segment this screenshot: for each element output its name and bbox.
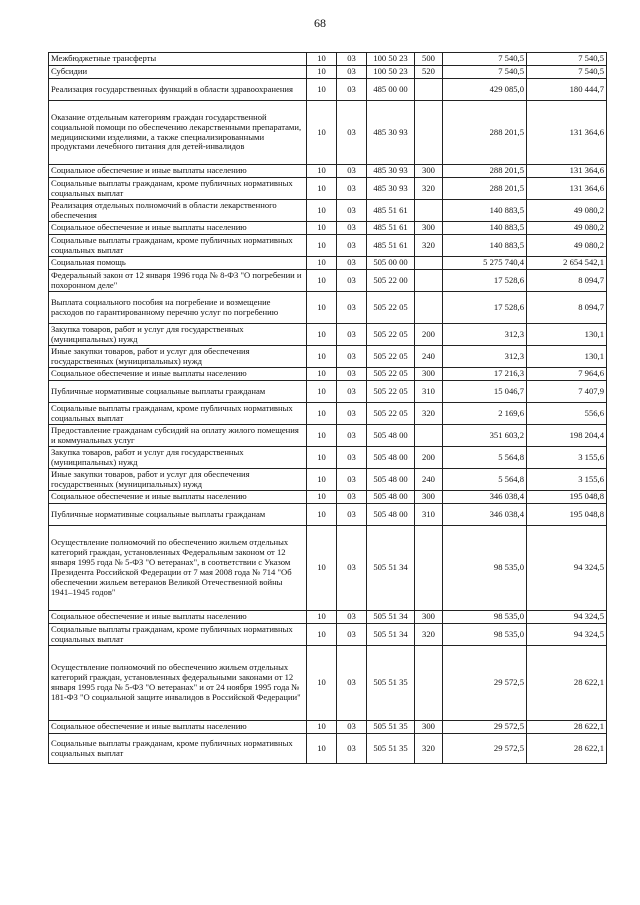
row-amount-2-cell: 130,1 xyxy=(527,346,607,368)
table-row xyxy=(49,235,607,257)
row-amount-1-cell: 5 564,8 xyxy=(443,447,527,469)
row-subsection-cell: 03 xyxy=(337,346,367,368)
row-section-cell: 10 xyxy=(307,447,337,469)
table-row xyxy=(49,270,607,292)
budget-table-body xyxy=(49,53,607,764)
row-target-code-cell: 505 22 05 xyxy=(367,346,415,368)
table-row xyxy=(49,447,607,469)
table-row xyxy=(49,101,607,165)
row-amount-1-cell: 140 883,5 xyxy=(443,200,527,222)
row-expense-type-cell xyxy=(415,292,443,324)
row-amount-1-cell: 288 201,5 xyxy=(443,165,527,178)
table-row xyxy=(49,79,607,101)
row-amount-2-cell: 94 324,5 xyxy=(527,611,607,624)
row-expense-type-cell: 300 xyxy=(415,721,443,734)
row-amount-2-cell: 28 622,1 xyxy=(527,721,607,734)
table-row xyxy=(49,292,607,324)
row-target-code-cell: 505 22 05 xyxy=(367,368,415,381)
row-target-code-cell: 485 30 93 xyxy=(367,165,415,178)
row-amount-1-cell: 346 038,4 xyxy=(443,504,527,526)
row-expense-type-cell: 320 xyxy=(415,624,443,646)
table-row xyxy=(49,66,607,79)
table-row xyxy=(49,469,607,491)
row-expense-type-cell: 320 xyxy=(415,403,443,425)
row-amount-2-cell: 131 364,6 xyxy=(527,165,607,178)
row-name-cell: Социальное обеспечение и иные выплаты населению xyxy=(49,611,307,624)
row-amount-2-cell: 8 094,7 xyxy=(527,292,607,324)
row-section-cell: 10 xyxy=(307,346,337,368)
row-name-cell: Социальные выплаты гражданам, кроме публичных нормативных социальных выплат xyxy=(49,178,307,200)
row-amount-2-cell: 28 622,1 xyxy=(527,734,607,764)
row-subsection-cell: 03 xyxy=(337,270,367,292)
row-name-cell: Реализация государственных функций в области здравоохранения xyxy=(49,79,307,101)
row-amount-1-cell: 98 535,0 xyxy=(443,526,527,611)
row-section-cell: 10 xyxy=(307,292,337,324)
row-target-code-cell: 505 51 34 xyxy=(367,611,415,624)
row-amount-2-cell: 556,6 xyxy=(527,403,607,425)
row-expense-type-cell xyxy=(415,646,443,721)
row-subsection-cell: 03 xyxy=(337,611,367,624)
row-section-cell: 10 xyxy=(307,611,337,624)
row-target-code-cell: 100 50 23 xyxy=(367,66,415,79)
row-amount-1-cell: 7 540,5 xyxy=(443,66,527,79)
row-subsection-cell: 03 xyxy=(337,165,367,178)
row-target-code-cell: 505 48 00 xyxy=(367,447,415,469)
row-amount-1-cell: 98 535,0 xyxy=(443,611,527,624)
row-amount-1-cell: 346 038,4 xyxy=(443,491,527,504)
row-name-cell: Социальное обеспечение и иные выплаты населению xyxy=(49,165,307,178)
table-row xyxy=(49,346,607,368)
row-target-code-cell: 505 48 00 xyxy=(367,469,415,491)
table-row xyxy=(49,324,607,346)
row-amount-2-cell: 7 407,9 xyxy=(527,381,607,403)
row-expense-type-cell: 320 xyxy=(415,734,443,764)
row-amount-2-cell: 7 540,5 xyxy=(527,66,607,79)
row-subsection-cell: 03 xyxy=(337,447,367,469)
row-amount-1-cell: 29 572,5 xyxy=(443,646,527,721)
row-subsection-cell: 03 xyxy=(337,526,367,611)
row-amount-1-cell: 140 883,5 xyxy=(443,235,527,257)
row-name-cell: Социальное обеспечение и иные выплаты населению xyxy=(49,368,307,381)
row-section-cell: 10 xyxy=(307,368,337,381)
row-section-cell: 10 xyxy=(307,734,337,764)
row-target-code-cell: 505 22 00 xyxy=(367,270,415,292)
table-row xyxy=(49,257,607,270)
row-name-cell: Выплата социального пособия на погребение и возмещение расходов по гарантированному перечню услуг по погребению xyxy=(49,292,307,324)
row-amount-1-cell: 5 275 740,4 xyxy=(443,257,527,270)
row-target-code-cell: 505 51 35 xyxy=(367,646,415,721)
row-section-cell: 10 xyxy=(307,526,337,611)
row-expense-type-cell: 240 xyxy=(415,346,443,368)
row-amount-2-cell: 195 048,8 xyxy=(527,491,607,504)
row-expense-type-cell: 320 xyxy=(415,178,443,200)
row-amount-1-cell: 5 564,8 xyxy=(443,469,527,491)
row-target-code-cell: 485 30 93 xyxy=(367,101,415,165)
row-name-cell: Публичные нормативные социальные выплаты гражданам xyxy=(49,381,307,403)
row-name-cell: Закупка товаров, работ и услуг для государственных (муниципальных) нужд xyxy=(49,324,307,346)
table-row xyxy=(49,368,607,381)
row-expense-type-cell: 300 xyxy=(415,611,443,624)
row-target-code-cell: 505 22 05 xyxy=(367,324,415,346)
row-subsection-cell: 03 xyxy=(337,101,367,165)
row-subsection-cell: 03 xyxy=(337,491,367,504)
row-amount-1-cell: 98 535,0 xyxy=(443,624,527,646)
row-subsection-cell: 03 xyxy=(337,53,367,66)
row-amount-2-cell: 28 622,1 xyxy=(527,646,607,721)
row-name-cell: Социальное обеспечение и иные выплаты населению xyxy=(49,222,307,235)
table-row xyxy=(49,721,607,734)
row-subsection-cell: 03 xyxy=(337,368,367,381)
row-amount-1-cell: 429 085,0 xyxy=(443,79,527,101)
row-expense-type-cell: 200 xyxy=(415,447,443,469)
row-section-cell: 10 xyxy=(307,469,337,491)
row-expense-type-cell: 500 xyxy=(415,53,443,66)
row-expense-type-cell: 300 xyxy=(415,222,443,235)
row-amount-2-cell: 195 048,8 xyxy=(527,504,607,526)
row-subsection-cell: 03 xyxy=(337,292,367,324)
table-row xyxy=(49,646,607,721)
row-expense-type-cell: 310 xyxy=(415,504,443,526)
row-section-cell: 10 xyxy=(307,646,337,721)
row-subsection-cell: 03 xyxy=(337,624,367,646)
row-section-cell: 10 xyxy=(307,721,337,734)
row-name-cell: Осуществление полномочий по обеспечению жильем отдельных категорий граждан, установленных федеральными законами от 12 января 1995 года № 5-ФЗ "О ветеранах" и от 24 ноября 1995 года № 181-ФЗ "О социальной защите инвалидов в Российской Федерации" xyxy=(49,646,307,721)
row-name-cell: Иные закупки товаров, работ и услуг для обеспечения государственных (муниципальных) нужд xyxy=(49,469,307,491)
row-amount-2-cell: 7 964,6 xyxy=(527,368,607,381)
row-amount-1-cell: 312,3 xyxy=(443,324,527,346)
row-name-cell: Иные закупки товаров, работ и услуг для обеспечения государственных (муниципальных) нужд xyxy=(49,346,307,368)
row-section-cell: 10 xyxy=(307,257,337,270)
row-section-cell: 10 xyxy=(307,66,337,79)
row-subsection-cell: 03 xyxy=(337,178,367,200)
row-amount-1-cell: 312,3 xyxy=(443,346,527,368)
row-name-cell: Реализация отдельных полномочий в области лекарственного обеспечения xyxy=(49,200,307,222)
row-subsection-cell: 03 xyxy=(337,504,367,526)
row-target-code-cell: 485 30 93 xyxy=(367,178,415,200)
row-target-code-cell: 505 22 05 xyxy=(367,381,415,403)
row-name-cell: Социальные выплаты гражданам, кроме публичных нормативных социальных выплат xyxy=(49,235,307,257)
table-row xyxy=(49,165,607,178)
row-target-code-cell: 485 51 61 xyxy=(367,235,415,257)
row-amount-2-cell: 94 324,5 xyxy=(527,526,607,611)
page-number: 68 xyxy=(314,16,326,30)
row-target-code-cell: 505 00 00 xyxy=(367,257,415,270)
row-expense-type-cell: 200 xyxy=(415,324,443,346)
row-expense-type-cell: 240 xyxy=(415,469,443,491)
row-amount-2-cell: 3 155,6 xyxy=(527,469,607,491)
row-amount-2-cell: 180 444,7 xyxy=(527,79,607,101)
row-amount-2-cell: 49 080,2 xyxy=(527,200,607,222)
row-expense-type-cell xyxy=(415,200,443,222)
row-target-code-cell: 505 51 35 xyxy=(367,721,415,734)
row-name-cell: Федеральный закон от 12 января 1996 года № 8-ФЗ "О погребении и похоронном деле" xyxy=(49,270,307,292)
row-name-cell: Оказание отдельным категориям граждан государственной социальной помощи по обеспечению лекарственными препаратами, медицинскими изделиями, а также специализированными продуктами лечебного питания для детей-инвалидов xyxy=(49,101,307,165)
row-amount-2-cell: 49 080,2 xyxy=(527,222,607,235)
row-target-code-cell: 485 00 00 xyxy=(367,79,415,101)
row-amount-2-cell: 94 324,5 xyxy=(527,624,607,646)
table-row xyxy=(49,526,607,611)
row-amount-2-cell: 7 540,5 xyxy=(527,53,607,66)
row-expense-type-cell: 300 xyxy=(415,368,443,381)
table-row xyxy=(49,222,607,235)
row-section-cell: 10 xyxy=(307,624,337,646)
row-amount-2-cell: 198 204,4 xyxy=(527,425,607,447)
row-target-code-cell: 485 51 61 xyxy=(367,222,415,235)
row-subsection-cell: 03 xyxy=(337,469,367,491)
row-name-cell: Социальное обеспечение и иные выплаты населению xyxy=(49,721,307,734)
table-row xyxy=(49,178,607,200)
row-subsection-cell: 03 xyxy=(337,200,367,222)
row-amount-2-cell: 49 080,2 xyxy=(527,235,607,257)
row-expense-type-cell: 300 xyxy=(415,165,443,178)
row-expense-type-cell: 320 xyxy=(415,235,443,257)
row-amount-1-cell: 17 216,3 xyxy=(443,368,527,381)
row-amount-1-cell: 2 169,6 xyxy=(443,403,527,425)
row-target-code-cell: 505 48 00 xyxy=(367,491,415,504)
row-subsection-cell: 03 xyxy=(337,734,367,764)
row-section-cell: 10 xyxy=(307,403,337,425)
row-amount-1-cell: 29 572,5 xyxy=(443,721,527,734)
table-row xyxy=(49,53,607,66)
row-section-cell: 10 xyxy=(307,504,337,526)
table-row xyxy=(49,200,607,222)
row-subsection-cell: 03 xyxy=(337,222,367,235)
row-amount-1-cell: 140 883,5 xyxy=(443,222,527,235)
row-expense-type-cell xyxy=(415,257,443,270)
row-subsection-cell: 03 xyxy=(337,257,367,270)
row-section-cell: 10 xyxy=(307,222,337,235)
row-target-code-cell: 505 22 05 xyxy=(367,403,415,425)
row-target-code-cell: 505 48 00 xyxy=(367,425,415,447)
row-name-cell: Субсидии xyxy=(49,66,307,79)
budget-table xyxy=(48,52,607,764)
row-expense-type-cell xyxy=(415,425,443,447)
row-expense-type-cell xyxy=(415,270,443,292)
row-section-cell: 10 xyxy=(307,270,337,292)
row-expense-type-cell: 300 xyxy=(415,491,443,504)
row-target-code-cell: 485 51 61 xyxy=(367,200,415,222)
row-subsection-cell: 03 xyxy=(337,66,367,79)
row-subsection-cell: 03 xyxy=(337,646,367,721)
row-subsection-cell: 03 xyxy=(337,235,367,257)
row-target-code-cell: 505 51 34 xyxy=(367,624,415,646)
row-section-cell: 10 xyxy=(307,53,337,66)
row-amount-1-cell: 288 201,5 xyxy=(443,101,527,165)
row-section-cell: 10 xyxy=(307,491,337,504)
row-name-cell: Закупка товаров, работ и услуг для государственных (муниципальных) нужд xyxy=(49,447,307,469)
table-row xyxy=(49,381,607,403)
row-subsection-cell: 03 xyxy=(337,381,367,403)
row-subsection-cell: 03 xyxy=(337,324,367,346)
row-expense-type-cell xyxy=(415,79,443,101)
row-section-cell: 10 xyxy=(307,200,337,222)
table-row xyxy=(49,611,607,624)
row-amount-2-cell: 8 094,7 xyxy=(527,270,607,292)
row-name-cell: Социальное обеспечение и иные выплаты населению xyxy=(49,491,307,504)
table-row xyxy=(49,425,607,447)
row-name-cell: Социальная помощь xyxy=(49,257,307,270)
row-section-cell: 10 xyxy=(307,165,337,178)
row-target-code-cell: 505 48 00 xyxy=(367,504,415,526)
row-section-cell: 10 xyxy=(307,79,337,101)
table-row xyxy=(49,624,607,646)
row-amount-2-cell: 2 654 542,1 xyxy=(527,257,607,270)
row-expense-type-cell xyxy=(415,101,443,165)
row-name-cell: Осуществление полномочий по обеспечению жильем отдельных категорий граждан, установленных Федеральным законом от 12 января 1995 года № 5-ФЗ "О ветеранах", в соответствии с Указом Президента Российской Федерации от 7 мая 2008 года № 714 "Об обеспечении жильем ветеранов Великой Отечественной войны 1941–1945 годов" xyxy=(49,526,307,611)
table-row xyxy=(49,734,607,764)
row-name-cell: Социальные выплаты гражданам, кроме публичных нормативных социальных выплат xyxy=(49,624,307,646)
row-name-cell: Межбюджетные трансферты xyxy=(49,53,307,66)
row-amount-1-cell: 351 603,2 xyxy=(443,425,527,447)
row-target-code-cell: 505 51 35 xyxy=(367,734,415,764)
row-subsection-cell: 03 xyxy=(337,721,367,734)
table-row xyxy=(49,504,607,526)
row-name-cell: Публичные нормативные социальные выплаты гражданам xyxy=(49,504,307,526)
row-expense-type-cell: 310 xyxy=(415,381,443,403)
row-section-cell: 10 xyxy=(307,235,337,257)
row-amount-2-cell: 131 364,6 xyxy=(527,101,607,165)
row-section-cell: 10 xyxy=(307,101,337,165)
row-expense-type-cell: 520 xyxy=(415,66,443,79)
row-amount-2-cell: 130,1 xyxy=(527,324,607,346)
row-section-cell: 10 xyxy=(307,178,337,200)
row-subsection-cell: 03 xyxy=(337,425,367,447)
row-subsection-cell: 03 xyxy=(337,403,367,425)
row-amount-1-cell: 17 528,6 xyxy=(443,270,527,292)
row-amount-1-cell: 288 201,5 xyxy=(443,178,527,200)
row-subsection-cell: 03 xyxy=(337,79,367,101)
row-amount-2-cell: 3 155,6 xyxy=(527,447,607,469)
row-name-cell: Предоставление гражданам субсидий на оплату жилого помещения и коммунальных услуг xyxy=(49,425,307,447)
row-target-code-cell: 505 51 34 xyxy=(367,526,415,611)
row-target-code-cell: 100 50 23 xyxy=(367,53,415,66)
row-amount-1-cell: 7 540,5 xyxy=(443,53,527,66)
row-section-cell: 10 xyxy=(307,324,337,346)
table-row xyxy=(49,491,607,504)
row-name-cell: Социальные выплаты гражданам, кроме публичных нормативных социальных выплат xyxy=(49,734,307,764)
row-amount-2-cell: 131 364,6 xyxy=(527,178,607,200)
row-target-code-cell: 505 22 05 xyxy=(367,292,415,324)
table-row xyxy=(49,403,607,425)
row-section-cell: 10 xyxy=(307,425,337,447)
row-amount-1-cell: 29 572,5 xyxy=(443,734,527,764)
row-name-cell: Социальные выплаты гражданам, кроме публичных нормативных социальных выплат xyxy=(49,403,307,425)
row-expense-type-cell xyxy=(415,526,443,611)
row-amount-1-cell: 15 046,7 xyxy=(443,381,527,403)
row-section-cell: 10 xyxy=(307,381,337,403)
row-amount-1-cell: 17 528,6 xyxy=(443,292,527,324)
